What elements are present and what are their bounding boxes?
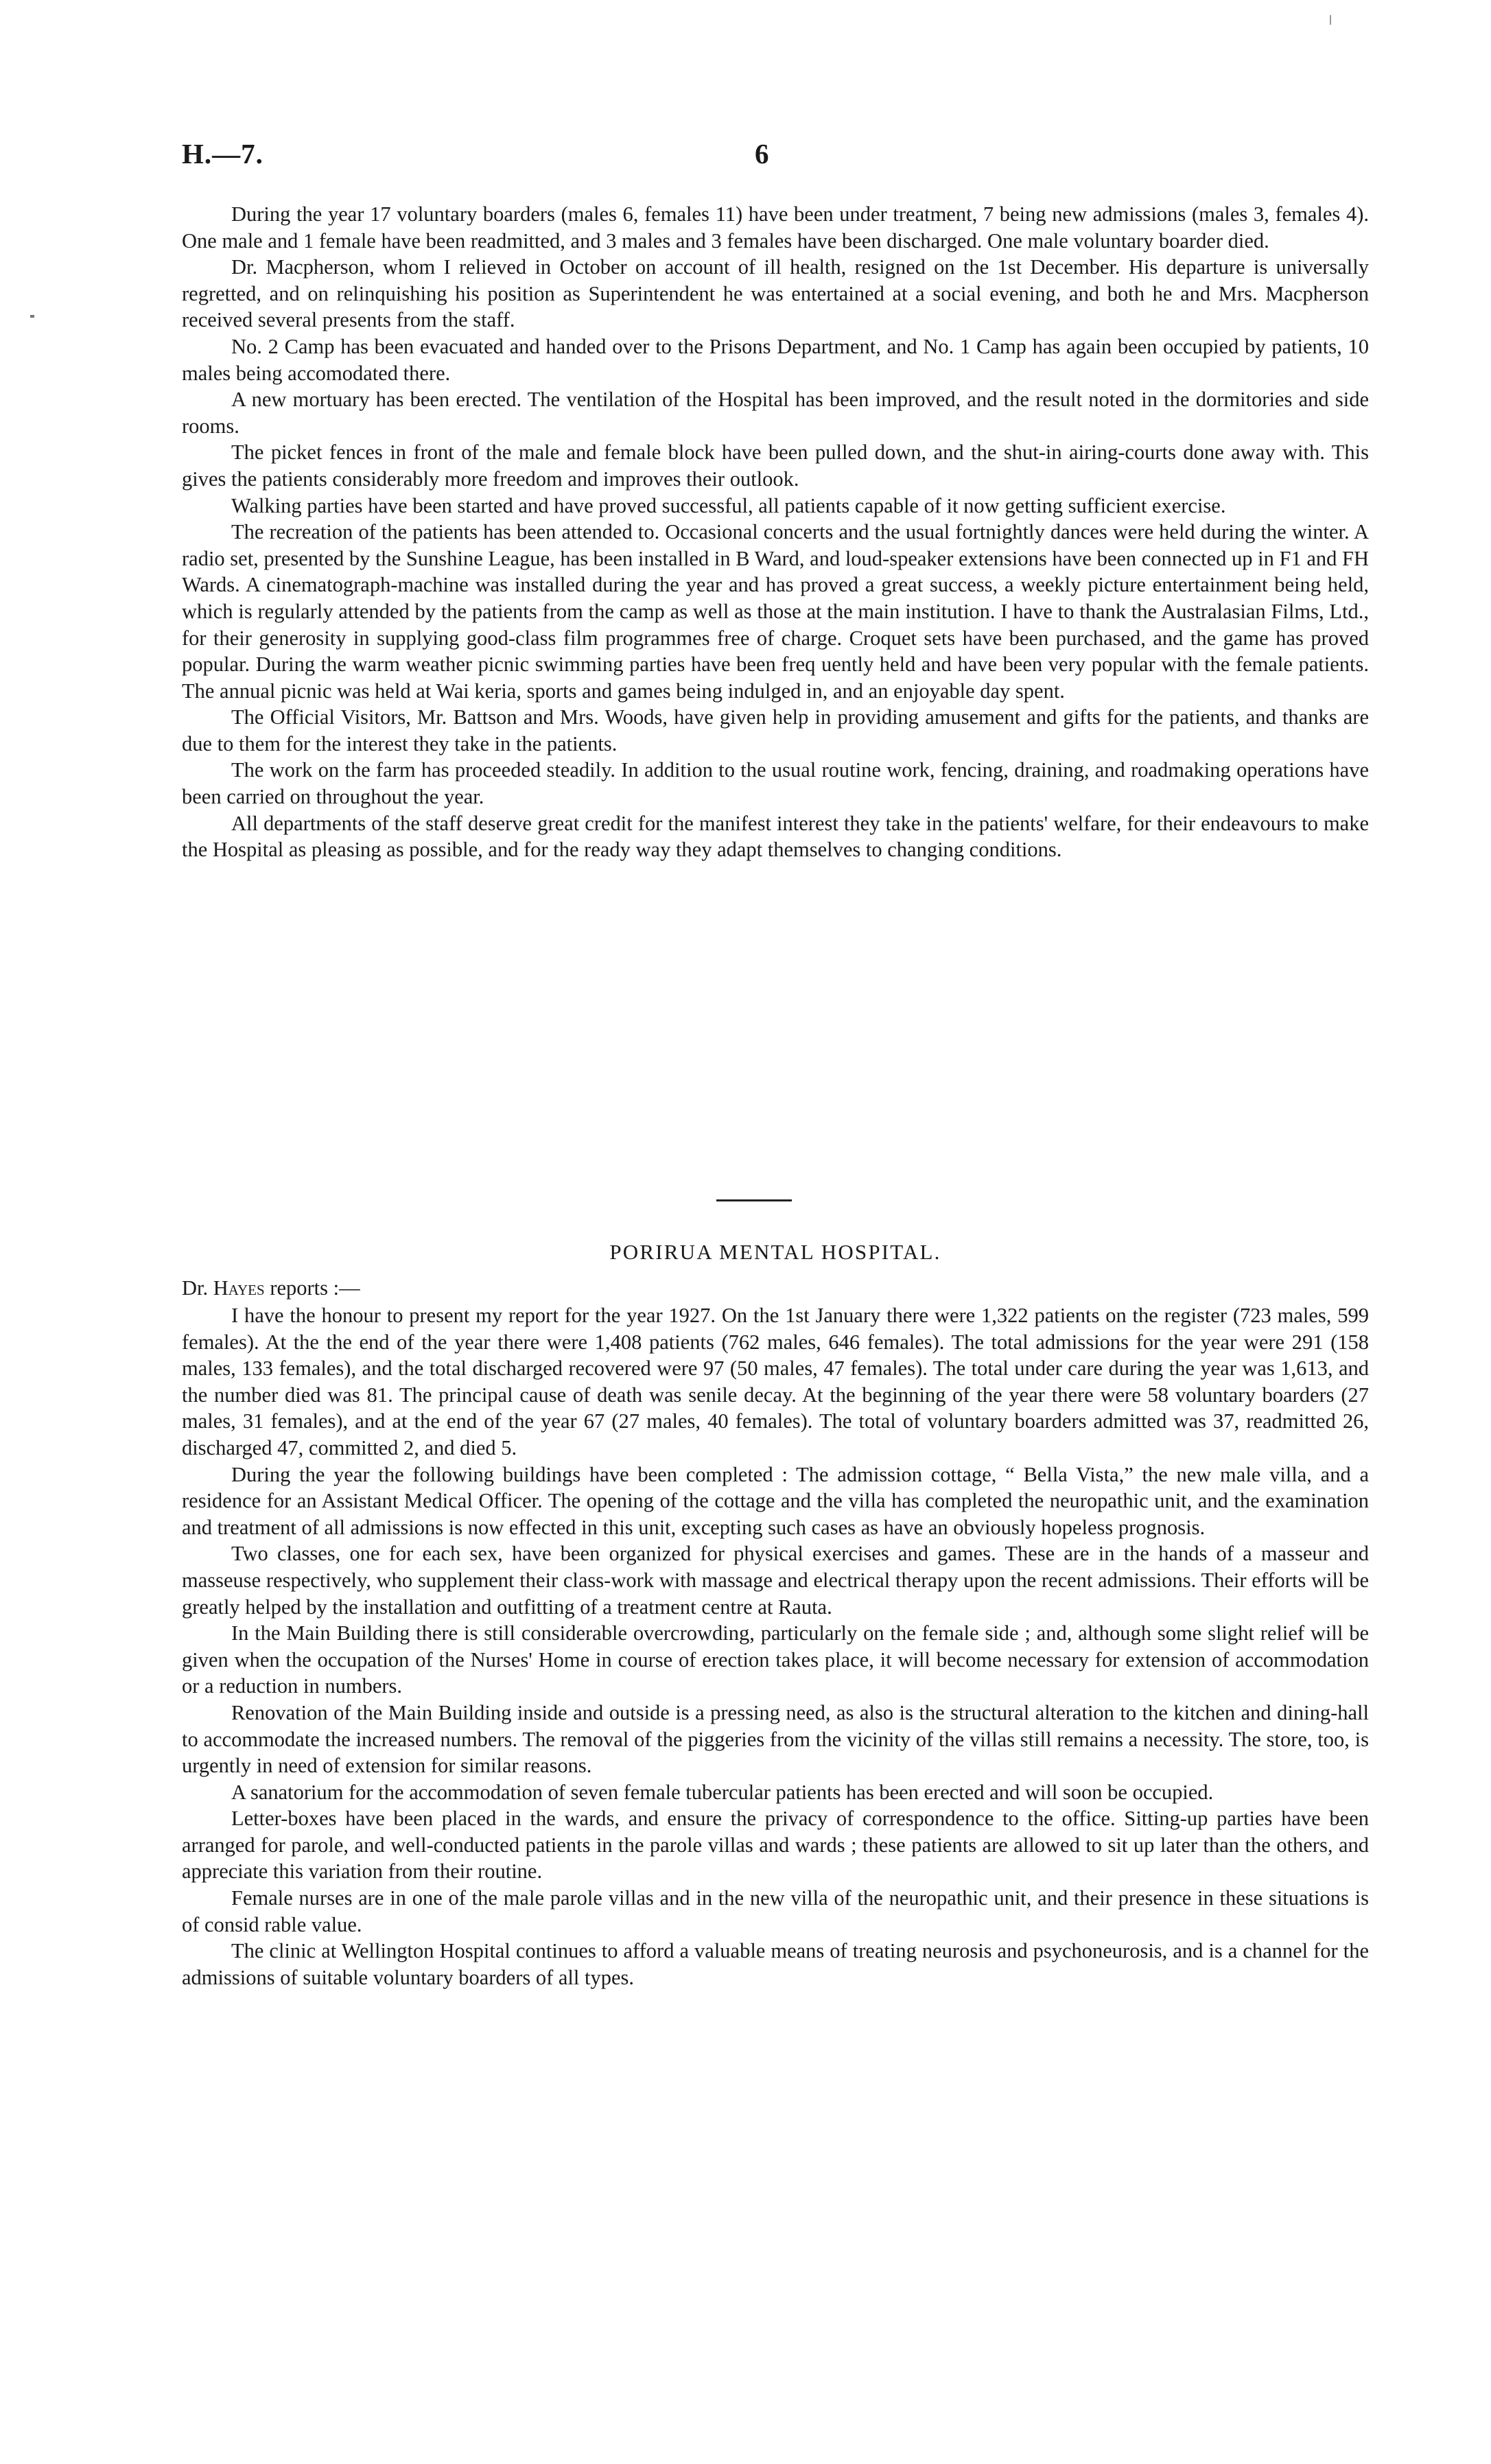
paragraph: Dr. Macpherson, whom I relieved in October on account of ill health, resigned on the 1st December. His departure is universally regretted, and on relinquishing his position as Superintendent he was entertained at a social evening, and both he and Mrs. Macpherson received several presents from the staff. [182,255,1369,332]
paragraph: The clinic at Wellington Hospital continues to afford a valuable means of treating neurosis and psychoneurosis, and is a channel for the admissions of suitable voluntary boarders of all types. [182,1939,1369,1989]
paragraph: No. 2 Camp has been evacuated and handed over to the Prisons Department, and No. 1 Camp has again been occupied by patients, 10 males being accomodated there. [182,334,1369,385]
section-voluntary-boarders-report [182,201,1369,863]
paragraph: Renovation of the Main Building inside and outside is a pressing need, as also is the structural alteration to the kitchen and dining-hall to accommodate the increased numbers. The removal of the piggeries from the vicinity of the villas still remains a necessity. The store, too, is urgently in need of extension for similar reasons. [182,1700,1369,1778]
reporter-prefix: Dr. [182,1276,213,1300]
paragraph: The picket fences in front of the male and female block have been pulled down, and the shut-in airing-courts done away with. This gives the patients considerably more freedom and improves their outlook. [182,441,1369,491]
scan-speck [30,315,34,318]
document-reference: H.—7. [182,138,263,169]
paragraph: In the Main Building there is still considerable overcrowding, particularly on the female side ; and, although some slight relief will be given when the occupation of the Nurses' Home in course of erection takes place, it will become necessary for extension of accommodation or a reduction in numbers. [182,1621,1369,1698]
section-divider [716,1199,792,1201]
paragraph: During the year the following buildings have been completed : The admission cottage, “ Bella Vista,” the new male villa, and a residence for an Assistant Medical Officer. The opening of the cottage and the villa has completed the neuropathic unit, and the examination and treatment of all admissions is now effected in this unit, excepting such cases as have an obviously hopeless prognosis. [182,1462,1369,1539]
paragraph: The work on the farm has proceeded steadily. In addition to the usual routine work, fencing, draining, and roadmaking operations have been carried on throughout the year. [182,758,1369,809]
paragraph: Letter-boxes have been placed in the wards, and ensure the privacy of correspondence to the office. Sitting-up parties have been arranged for parole, and well-conducted patients in the parole villas and wards ; these patients are allowed to sit up later than the others, and appreciate this variation from their routine. [182,1807,1369,1884]
paragraph: The Official Visitors, Mr. Battson and Mrs. Woods, have given help in providing amusement and gifts for the patients, and thanks are due to them for the interest they take in the patients. [182,705,1369,755]
paragraph: Two classes, one for each sex, have been organized for physical exercises and games. These are in the hands of a masseur and masseuse respectively, who supplement their class-work with massage and electrical therapy upon the recent admissions. Their efforts will be greatly helped by the installation and outfitting of a treatment centre at Rauta. [182,1542,1369,1619]
page-header [182,137,1369,178]
section-porirua-report [182,1302,1369,1991]
paragraph: Walking parties have been started and have proved successful, all patients capable of it now getting sufficient exercise. [231,493,1226,517]
reporter-line [182,1276,360,1300]
paragraph: Female nurses are in one of the male parole villas and in the new villa of the neuropathic unit, and their presence in these situations is of consid rable value. [182,1886,1369,1936]
paragraph: I have the honour to present my report for the year 1927. On the 1st January there were 1,322 patients on the register (723 males, 599 females). At the the end of the year there were 1,408 patients (762 males, 646 females). The total admissions for the year were 291 (158 males, 133 females), and the total discharged recovered were 97 (50 males, 47 females). The total under care during the year was 1,613, and the number died was 81. The principal cause of death was senile decay. At the beginning of the year there were 58 voluntary boarders (27 males, 31 females), and at the end of the year 67 (27 males, 40 females). The total of voluntary boarders admitted was 37, readmitted 26, discharged 47, committed 2, and died 5. [182,1304,1369,1459]
section-title: PORIRUA MENTAL HOSPITAL. [609,1240,941,1264]
paragraph: A new mortuary has been erected. The ventilation of the Hospital has been improved, and the result noted in the dormitories and side rooms. [182,388,1369,438]
reporter-name: Hayes [213,1276,265,1300]
page-number: 6 [755,138,769,169]
reporter-suffix: reports :— [264,1276,360,1300]
paragraph: During the year 17 voluntary boarders (males 6, females 11) have been under treatment, 7 being new admissions (males 3, females 4). One male and 1 female have been readmitted, and 3 males and 3 females have been discharged. One male voluntary boarder died. [182,202,1369,253]
paragraph: A sanatorium for the accommodation of seven female tubercular patients has been erected and will soon be occupied. [231,1780,1214,1804]
paragraph: All departments of the staff deserve great credit for the manifest interest they take in the patients' welfare, for their endeavours to make the Hospital as pleasing as possible, and for the ready way they adapt themselves to changing conditions. [182,811,1369,862]
paragraph: The recreation of the patients has been attended to. Occasional concerts and the usual fortnightly dances were held during the winter. A radio set, presented by the Sunshine League, has been installed in B Ward, and loud-speaker extensions have been connected up in F1 and FH Wards. A cinematograph-machine was installed during the year and has proved a great success, a weekly picture entertainment being held, which is regularly attended by the patients from the camp as well as those at the main institution. I have to thank the Australasian Films, Ltd., for their generosity in supplying good-class film programmes free of charge. Croquet sets have been purchased, and the game has proved popular. During the warm weather picnic swimming parties have been freq uently held and have been very popular with the female patients. The annual picnic was held at Wai keria, sports and games being indulged in, and an enjoyable day spent. [182,520,1369,703]
scan-mark [1330,15,1331,25]
